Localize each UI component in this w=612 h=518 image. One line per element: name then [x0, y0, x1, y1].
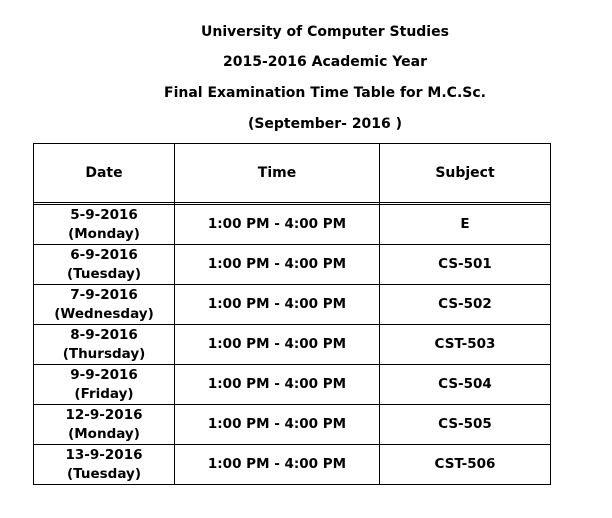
date-cell: [34, 365, 175, 405]
time-cell: 1:00 PM - 4:00 PM: [175, 365, 380, 405]
table-row: [34, 325, 551, 365]
subject-cell: CS-505: [380, 405, 551, 445]
exam-timetable: [33, 143, 551, 485]
table-header-row: [34, 144, 551, 203]
date-cell: [34, 205, 175, 245]
exam-day: (Tuesday): [66, 465, 142, 482]
academic-year: 2015-2016 Academic Year: [223, 54, 427, 70]
exam-period: (September- 2016 ): [247, 116, 403, 132]
column-header-date: Date: [34, 144, 175, 203]
column-header-subject: Subject: [380, 144, 551, 203]
subject-cell: CS-501: [380, 245, 551, 285]
institution-title: University of Computer Studies: [201, 24, 449, 40]
date-cell: [34, 285, 175, 325]
date-cell: [34, 405, 175, 445]
date-cell: [34, 245, 175, 285]
subject-cell: CS-504: [380, 365, 551, 405]
exam-date: 12-9-2016: [65, 406, 143, 423]
exam-day: (Friday): [74, 385, 134, 402]
time-cell: 1:00 PM - 4:00 PM: [175, 325, 380, 365]
exam-date: 9-9-2016: [70, 366, 138, 383]
subject-cell: CST-503: [380, 325, 551, 365]
date-cell: [34, 325, 175, 365]
exam-date: 8-9-2016: [70, 326, 138, 343]
time-cell: 1:00 PM - 4:00 PM: [175, 205, 380, 245]
column-header-time: Time: [175, 144, 380, 203]
table-row: [34, 245, 551, 285]
date-cell: [34, 445, 175, 485]
table-row: [34, 285, 551, 325]
exam-date: 5-9-2016: [70, 206, 138, 223]
time-cell: 1:00 PM - 4:00 PM: [175, 245, 380, 285]
table-row: [34, 445, 551, 485]
subject-cell: CST-506: [380, 445, 551, 485]
exam-day: (Wednesday): [54, 305, 154, 322]
timetable-title: Final Examination Time Table for M.C.Sc.: [164, 85, 486, 101]
exam-day: (Thursday): [62, 345, 146, 362]
table-row: [34, 405, 551, 445]
exam-day: (Monday): [68, 425, 140, 442]
table-row: [34, 205, 551, 245]
exam-date: 6-9-2016: [70, 246, 138, 263]
time-cell: 1:00 PM - 4:00 PM: [175, 445, 380, 485]
time-cell: 1:00 PM - 4:00 PM: [175, 405, 380, 445]
exam-day: (Tuesday): [66, 265, 142, 282]
exam-date: 13-9-2016: [65, 446, 143, 463]
time-cell: 1:00 PM - 4:00 PM: [175, 285, 380, 325]
exam-date: 7-9-2016: [70, 286, 138, 303]
exam-day: (Monday): [68, 225, 140, 242]
table-row: [34, 365, 551, 405]
subject-cell: E: [380, 205, 551, 245]
subject-cell: CS-502: [380, 285, 551, 325]
